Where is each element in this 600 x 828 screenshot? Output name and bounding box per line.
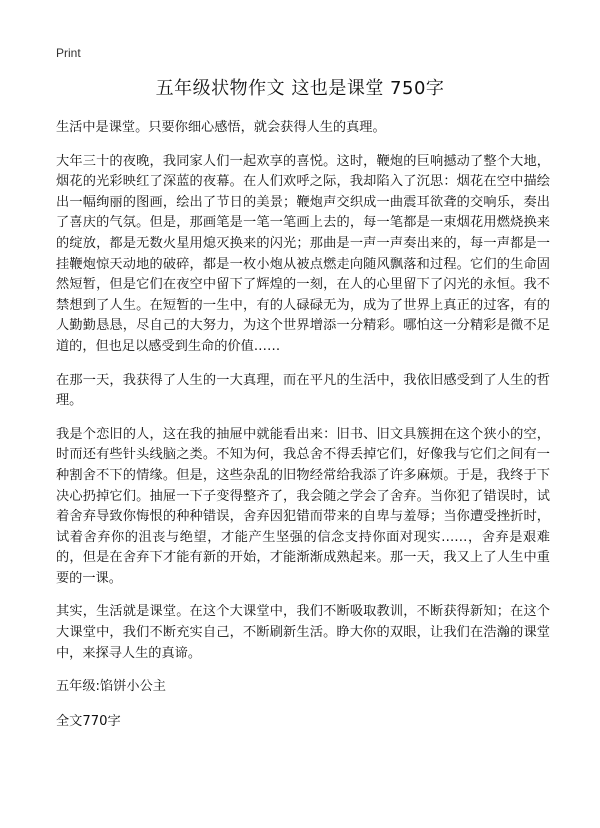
article-title: 五年级状物作文 这也是课堂 750字 <box>155 78 445 99</box>
paragraph-conclusion: 其实，生活就是课堂。在这个大课堂中，我们不断吸取教训，不断获得新知；在这个大课堂中，我们不断充实自己，不断刷新生活。睁大你的双眼，让我们在浩瀚的课堂中，来探寻人生的真谛。 <box>56 604 550 661</box>
paragraph-new-year-eve: 大年三十的夜晚，我同家人们一起欢享的喜悦。这时，鞭炮的巨响撼动了整个大地，烟花的光彩映红了深蓝的夜幕。在人们欢呼之际，我却陷入了沉思：烟花在空中描绘出一幅绚丽的图画，绘出了节日的美景；鞭炮声交织成一曲震耳欲聋的交响乐，奏出了喜庆的气氛。但是，那画笔是一笔一笔画上去的，每一笔都是一束烟花用燃烧换来的绽放，都是无数火星用熄灭换来的闪光；那曲是一声一声奏出来的，每一声都是一挂鞭炮惊天动地的破碎，都是一枚小炮从被点燃走向随风飘落和过程。它们的生命固然短暂，但是它们在夜空中留下了辉煌的一刻，在人的心里留下了闪光的永恒。我不禁想到了人生。在短暂的一生中，有的人碌碌无为，成为了世界上真正的过客，有的人勤勤恳恳，尽自己的大努力，为这个世界增添一分精彩。哪怕这一分精彩是微不足道的，但也足以感受到生命的价值…… <box>56 153 550 354</box>
word-count: 全文770字 <box>56 713 121 729</box>
print-link[interactable]: Print <box>56 46 81 60</box>
paragraph-intro: 生活中是课堂。只要你细心感悟，就会获得人生的真理。 <box>56 120 386 135</box>
article-body <box>56 118 550 745</box>
paragraph-drawer: 我是个恋旧的人，这在我的抽屉中就能看出来：旧书、旧文具簇拥在这个狭小的空，时而还有些针头线脑之类。不知为何，我总舍不得丢掉它们，好像我与它们之间有一种割舍不下的情缘。但是，这些杂乱的旧物经常给我添了许多麻烦。于是，我终于下决心扔掉它们。抽屉一下子变得整齐了，我会随之学会了舍弃。当你犯了错误时，试着舍弃导致你悔恨的种种错误，舍弃因犯错而带来的自卑与羞辱；当你遭受挫折时，试着舍弃你的沮丧与绝望，才能产生坚强的信念支持你面对现实……，舍弃是艰难的，但是在舍弃下才能有新的开始，才能渐渐成熟起来。那一天，我又上了人生中重要的一课。 <box>56 426 550 586</box>
author-line: 五年级:馅饼小公主 <box>56 679 166 695</box>
paragraph-truth: 在那一天，我获得了人生的一大真理，而在平凡的生活中，我依旧感受到了人生的哲理。 <box>56 372 550 409</box>
